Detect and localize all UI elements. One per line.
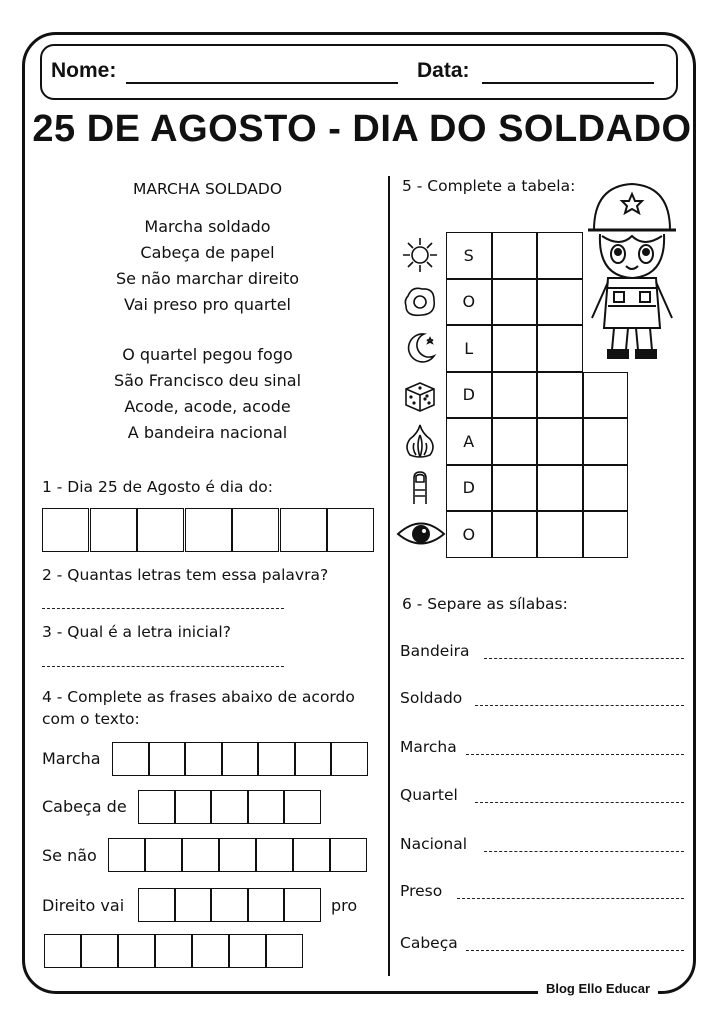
answer-box[interactable] [219, 838, 256, 872]
finger-icon [400, 468, 440, 508]
question-4-cont: com o texto: [42, 710, 140, 728]
table-letter-cell: D [446, 465, 492, 512]
phrase-3-label: Se não [42, 846, 97, 865]
syllable-answer-line[interactable] [466, 950, 684, 951]
question-1: 1 - Dia 25 de Agosto é dia do: [42, 478, 273, 496]
poem-line: A bandeira nacional [127, 423, 288, 442]
answer-box[interactable] [293, 838, 330, 872]
poem-stanza-2 [40, 342, 375, 446]
name-field[interactable] [126, 82, 398, 84]
answer-box[interactable] [108, 838, 145, 872]
table-letter-cell: O [446, 279, 492, 326]
table-blank-cell[interactable] [537, 279, 583, 326]
answer-box[interactable] [137, 508, 184, 552]
question-3-answer-line[interactable] [42, 666, 284, 667]
answer-box[interactable] [155, 934, 192, 968]
table-letter-cell: A [446, 418, 492, 465]
answer-box[interactable] [192, 934, 229, 968]
sun-icon [400, 235, 440, 275]
answer-box[interactable] [248, 790, 285, 824]
answer-box[interactable] [232, 508, 279, 552]
phrase-2-label: Cabeça de [42, 797, 127, 816]
answer-box[interactable] [280, 508, 327, 552]
table-letter-cell: L [446, 325, 492, 372]
phrase-4-after: pro [331, 896, 358, 915]
table-blank-cell[interactable] [492, 465, 538, 512]
answer-box[interactable] [330, 838, 367, 872]
table-blank-cell[interactable] [492, 418, 538, 465]
answer-box[interactable] [175, 790, 212, 824]
answer-box[interactable] [118, 934, 155, 968]
table-blank-cell[interactable] [583, 418, 629, 465]
answer-box[interactable] [44, 934, 81, 968]
answer-box[interactable] [331, 742, 368, 776]
answer-box[interactable] [90, 508, 137, 552]
poem-line: Vai preso pro quartel [124, 295, 291, 314]
answer-box[interactable] [284, 790, 321, 824]
syllable-answer-line[interactable] [484, 851, 684, 852]
table-blank-cell[interactable] [537, 372, 583, 419]
eye-icon [396, 519, 446, 559]
answer-box[interactable] [185, 508, 232, 552]
name-date-box [40, 44, 678, 100]
table-letter-cell: O [446, 511, 492, 558]
question-6: 6 - Separe as sílabas: [402, 595, 568, 613]
answer-box[interactable] [138, 790, 175, 824]
answer-box[interactable] [248, 888, 285, 922]
syllable-answer-line[interactable] [466, 754, 684, 755]
table-blank-cell[interactable] [537, 418, 583, 465]
poem-line: Se não marchar direito [115, 269, 300, 288]
table-blank-cell[interactable] [537, 325, 583, 372]
answer-box[interactable] [175, 888, 212, 922]
table-blank-cell[interactable] [537, 511, 583, 558]
page-title: 25 DE AGOSTO - DIA DO SOLDADO [32, 108, 692, 150]
syllable-word: Marcha [400, 738, 457, 756]
syllable-answer-line[interactable] [475, 802, 684, 803]
soldier-girl-illustration [580, 178, 684, 364]
answer-box[interactable] [211, 888, 248, 922]
answer-box[interactable] [295, 742, 332, 776]
answer-box[interactable] [81, 934, 118, 968]
table-blank-cell[interactable] [583, 372, 629, 419]
table-letter-cell: D [446, 372, 492, 419]
answer-box[interactable] [222, 742, 259, 776]
question-2: 2 - Quantas letras tem essa palavra? [42, 566, 329, 584]
table-blank-cell[interactable] [492, 232, 538, 279]
table-letter-cell: S [446, 232, 492, 279]
table-blank-cell[interactable] [583, 465, 629, 512]
phrase-4-label: Direito vai [42, 896, 125, 915]
date-label: Data: [417, 59, 470, 82]
answer-box[interactable] [229, 934, 266, 968]
syllable-word: Bandeira [400, 642, 470, 660]
answer-box[interactable] [284, 888, 321, 922]
answer-box[interactable] [112, 742, 149, 776]
table-blank-cell[interactable] [492, 279, 538, 326]
syllable-word: Soldado [400, 689, 463, 707]
answer-box[interactable] [182, 838, 219, 872]
garlic-icon [400, 421, 440, 461]
table-blank-cell[interactable] [492, 372, 538, 419]
answer-box[interactable] [266, 934, 303, 968]
question-2-answer-line[interactable] [42, 608, 284, 609]
syllable-answer-line[interactable] [475, 705, 684, 706]
answer-box[interactable] [138, 888, 175, 922]
syllable-answer-line[interactable] [484, 658, 684, 659]
answer-box[interactable] [256, 838, 293, 872]
answer-box[interactable] [185, 742, 222, 776]
answer-box[interactable] [327, 508, 374, 552]
poem-stanza-1 [40, 214, 375, 318]
table-blank-cell[interactable] [492, 325, 538, 372]
question-4: 4 - Complete as frases abaixo de acordo [42, 688, 355, 706]
fried-egg-icon [400, 282, 440, 322]
question-5: 5 - Complete a tabela: [402, 177, 576, 195]
poem-line: O quartel pegou fogo [122, 345, 293, 364]
footer-credit: Blog Ello Educar [538, 981, 658, 996]
syllable-word: Nacional [400, 835, 468, 853]
answer-box[interactable] [145, 838, 182, 872]
dice-icon [400, 375, 440, 415]
answer-box[interactable] [149, 742, 186, 776]
phrase-1-label: Marcha [42, 749, 101, 768]
table-blank-cell[interactable] [492, 511, 538, 558]
poem-line: Marcha soldado [144, 217, 271, 236]
poem-line: Cabeça de papel [140, 243, 275, 262]
syllable-answer-line[interactable] [457, 898, 684, 899]
poem-title: MARCHA SOLDADO [132, 180, 283, 198]
answer-box[interactable] [258, 742, 295, 776]
date-field[interactable] [482, 82, 654, 84]
answer-box[interactable] [42, 508, 89, 552]
poem-line: São Francisco deu sinal [113, 371, 302, 390]
syllable-word: Preso [400, 882, 443, 900]
table-blank-cell[interactable] [537, 232, 583, 279]
answer-box[interactable] [211, 790, 248, 824]
column-divider [388, 176, 390, 976]
syllable-word: Cabeça [400, 934, 458, 952]
moon-icon [400, 328, 440, 368]
poem-line: Acode, acode, acode [124, 397, 291, 416]
table-blank-cell[interactable] [537, 465, 583, 512]
syllable-word: Quartel [400, 786, 458, 804]
question-3: 3 - Qual é a letra inicial? [42, 623, 231, 641]
table-blank-cell[interactable] [583, 511, 629, 558]
name-label: Nome: [51, 59, 117, 82]
